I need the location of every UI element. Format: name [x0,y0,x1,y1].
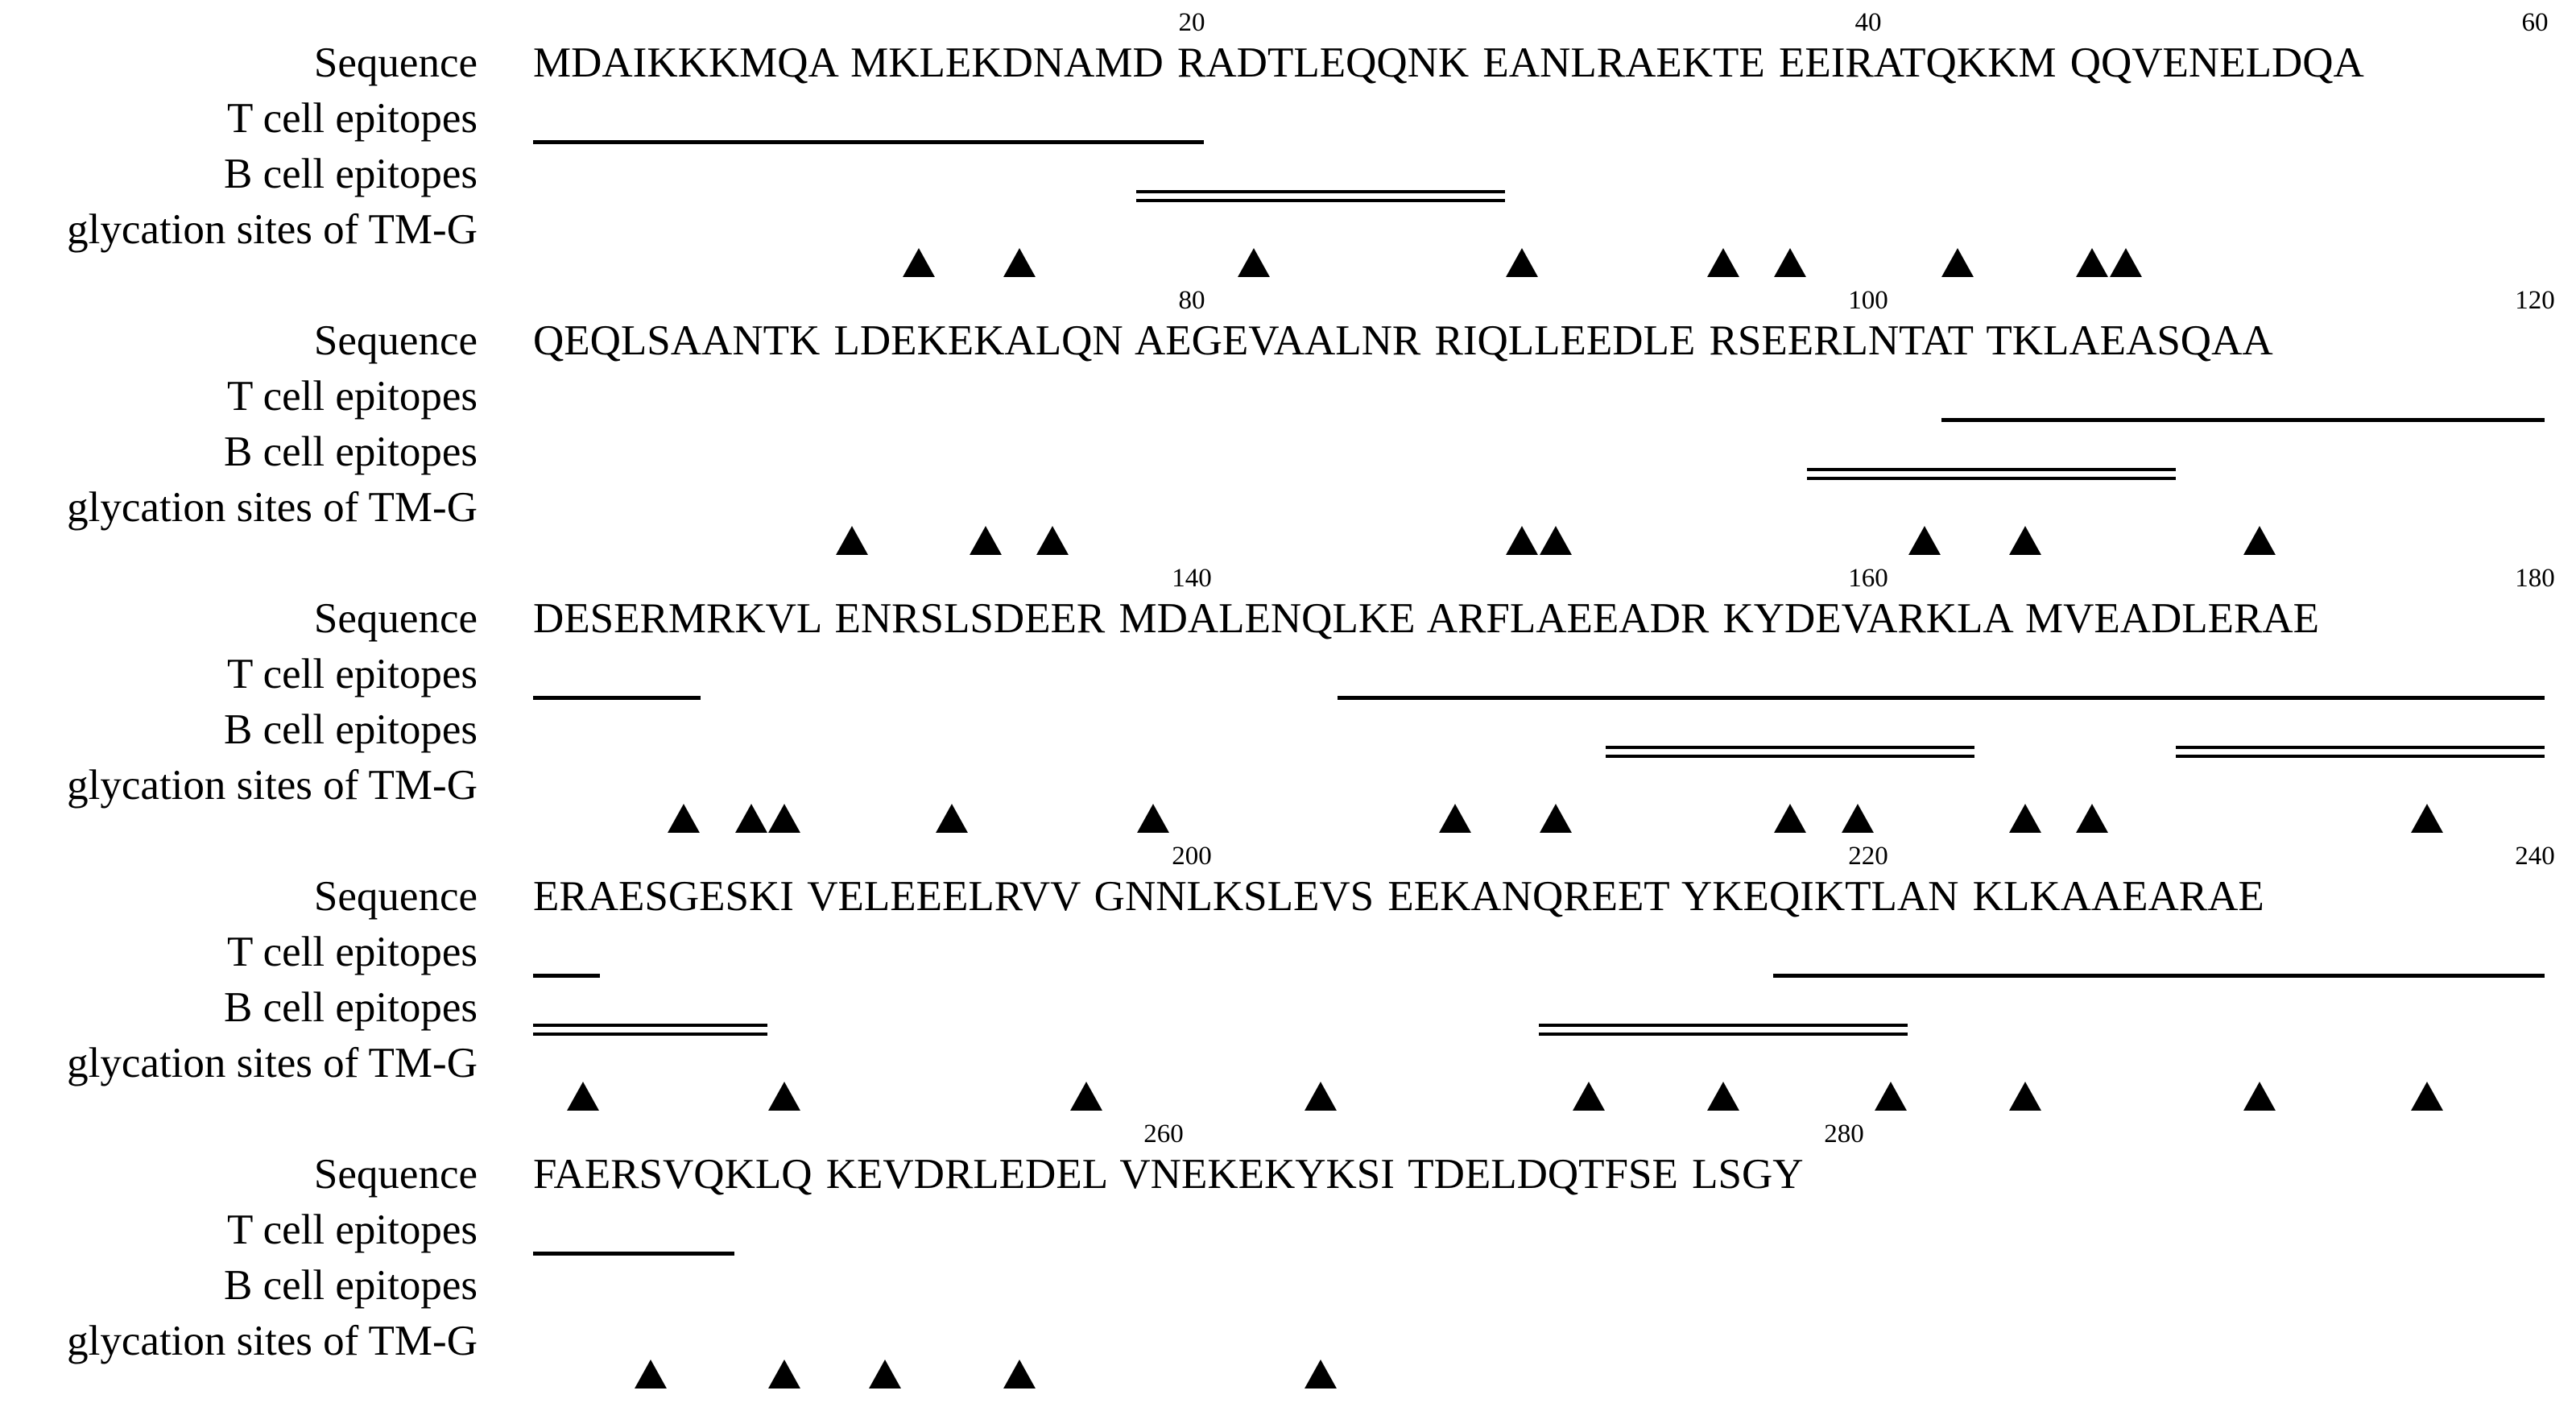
sequence-text: ERAESGESKI VELEEELRVV GNNLKSLEVS EEKANQREET YKEQIKTLAN KLKAAEARAE [533,873,2264,920]
row-label-sequence: Sequence [313,39,478,86]
t-cell-epitope-bar [533,696,701,700]
position-label: 240 [2515,842,2555,871]
position-label: 280 [1824,1120,1864,1148]
sequence-text: FAERSVQKLQ KEVDRLEDEL VNEKEKYKSI TDELDQTFSE LSGY [533,1151,1804,1198]
row-label-b-cell-epitopes: B cell epitopes [224,151,478,197]
b-cell-epitope-bar [1606,746,1974,758]
sequence-block-4 [0,834,2576,1111]
row-label-t-cell-epitopes: T cell epitopes [226,373,478,420]
position-label: 20 [1178,8,1205,37]
position-label: 160 [1848,564,1888,593]
b-cell-epitope-bar [1136,190,1505,202]
position-label: 200 [1172,842,1212,871]
glycation-site-triangle [1941,248,1974,277]
row-label-glycation-sites: glycation sites of TM-G [67,1318,478,1364]
sequence-block-1 [0,0,2576,278]
glycation-site-triangle [1842,804,1874,833]
position-label: 40 [1854,8,1882,37]
glycation-site-triangle [1003,1360,1036,1389]
t-cell-epitope-bar [533,974,600,978]
glycation-site-triangle [869,1360,901,1389]
t-cell-epitope-bar [533,140,1204,144]
glycation-site-triangle [2243,1082,2276,1111]
glycation-site-triangle [903,248,935,277]
position-label: 80 [1178,286,1205,315]
b-cell-epitope-bar [533,1024,767,1036]
glycation-site-triangle [1305,1360,1337,1389]
t-cell-epitope-bar [1773,974,2545,978]
glycation-site-triangle [2243,526,2276,555]
glycation-site-triangle [1238,248,1270,277]
glycation-site-triangle [1036,526,1069,555]
glycation-site-triangle [635,1360,667,1389]
row-label-sequence: Sequence [313,317,478,364]
glycation-site-triangle [768,1360,800,1389]
glycation-site-triangle [567,1082,599,1111]
sequence-block-2 [0,278,2576,556]
row-label-glycation-sites: glycation sites of TM-G [67,206,478,253]
row-label-b-cell-epitopes: B cell epitopes [224,706,478,753]
row-label-sequence: Sequence [313,595,478,642]
glycation-site-triangle [1506,248,1538,277]
row-label-b-cell-epitopes: B cell epitopes [224,428,478,475]
row-label-b-cell-epitopes: B cell epitopes [224,1262,478,1309]
row-label-b-cell-epitopes: B cell epitopes [224,984,478,1031]
glycation-site-triangle [970,526,1002,555]
t-cell-epitope-bar [1338,696,2545,700]
glycation-site-triangle [836,526,868,555]
glycation-site-triangle [1540,804,1572,833]
glycation-site-triangle [2009,804,2041,833]
glycation-site-triangle [1875,1082,1907,1111]
glycation-site-triangle [735,804,767,833]
row-label-glycation-sites: glycation sites of TM-G [67,484,478,531]
glycation-site-triangle [1003,248,1036,277]
row-label-sequence: Sequence [313,1151,478,1198]
glycation-site-triangle [2411,1082,2443,1111]
glycation-site-triangle [1908,526,1941,555]
glycation-site-triangle [768,804,800,833]
glycation-site-triangle [1540,526,1572,555]
b-cell-epitope-bar [1807,468,2176,480]
glycation-site-triangle [2009,526,2041,555]
glycation-site-triangle [2076,804,2108,833]
sequence-block-3 [0,556,2576,834]
glycation-site-triangle [1707,1082,1739,1111]
position-label: 100 [1848,286,1888,315]
sequence-text: QEQLSAANTK LDEKEKALQN AEGEVAALNR RIQLLEEDLE RSEERLNTAT TKLAEASQAA [533,317,2273,364]
row-label-t-cell-epitopes: T cell epitopes [226,929,478,975]
glycation-site-triangle [936,804,968,833]
glycation-site-triangle [2411,804,2443,833]
glycation-site-triangle [1137,804,1169,833]
position-label: 260 [1143,1120,1184,1148]
glycation-site-triangle [1070,1082,1102,1111]
sequence-text: MDAIKKKMQA MKLEKDNAMD RADTLEQQNK EANLRAEKTE EEIRATQKKM QQVENELDQA [533,39,2364,86]
glycation-site-triangle [1573,1082,1605,1111]
glycation-site-triangle [2076,248,2108,277]
position-label: 60 [2521,8,2549,37]
b-cell-epitope-bar [2176,746,2545,758]
position-label: 180 [2515,564,2555,593]
row-label-glycation-sites: glycation sites of TM-G [67,762,478,809]
glycation-site-triangle [768,1082,800,1111]
t-cell-epitope-bar [1941,418,2545,422]
position-label: 140 [1172,564,1212,593]
row-label-t-cell-epitopes: T cell epitopes [226,1206,478,1253]
glycation-site-triangle [668,804,700,833]
glycation-site-triangle [2009,1082,2041,1111]
b-cell-epitope-bar [1539,1024,1908,1036]
row-label-glycation-sites: glycation sites of TM-G [67,1040,478,1086]
sequence-text: DESERMRKVL ENRSLSDEER MDALENQLKE ARFLAEEADR KYDEVARKLA MVEADLERAE [533,595,2320,642]
glycation-site-triangle [1774,248,1806,277]
position-label: 120 [2515,286,2555,315]
row-label-t-cell-epitopes: T cell epitopes [226,651,478,697]
glycation-site-triangle [1506,526,1538,555]
row-label-sequence: Sequence [313,873,478,920]
t-cell-epitope-bar [533,1252,734,1256]
glycation-site-triangle [1439,804,1471,833]
glycation-site-triangle [2110,248,2142,277]
sequence-block-5 [0,1111,2576,1389]
position-label: 220 [1848,842,1888,871]
glycation-site-triangle [1707,248,1739,277]
glycation-site-triangle [1774,804,1806,833]
glycation-site-triangle [1305,1082,1337,1111]
row-label-t-cell-epitopes: T cell epitopes [226,95,478,142]
